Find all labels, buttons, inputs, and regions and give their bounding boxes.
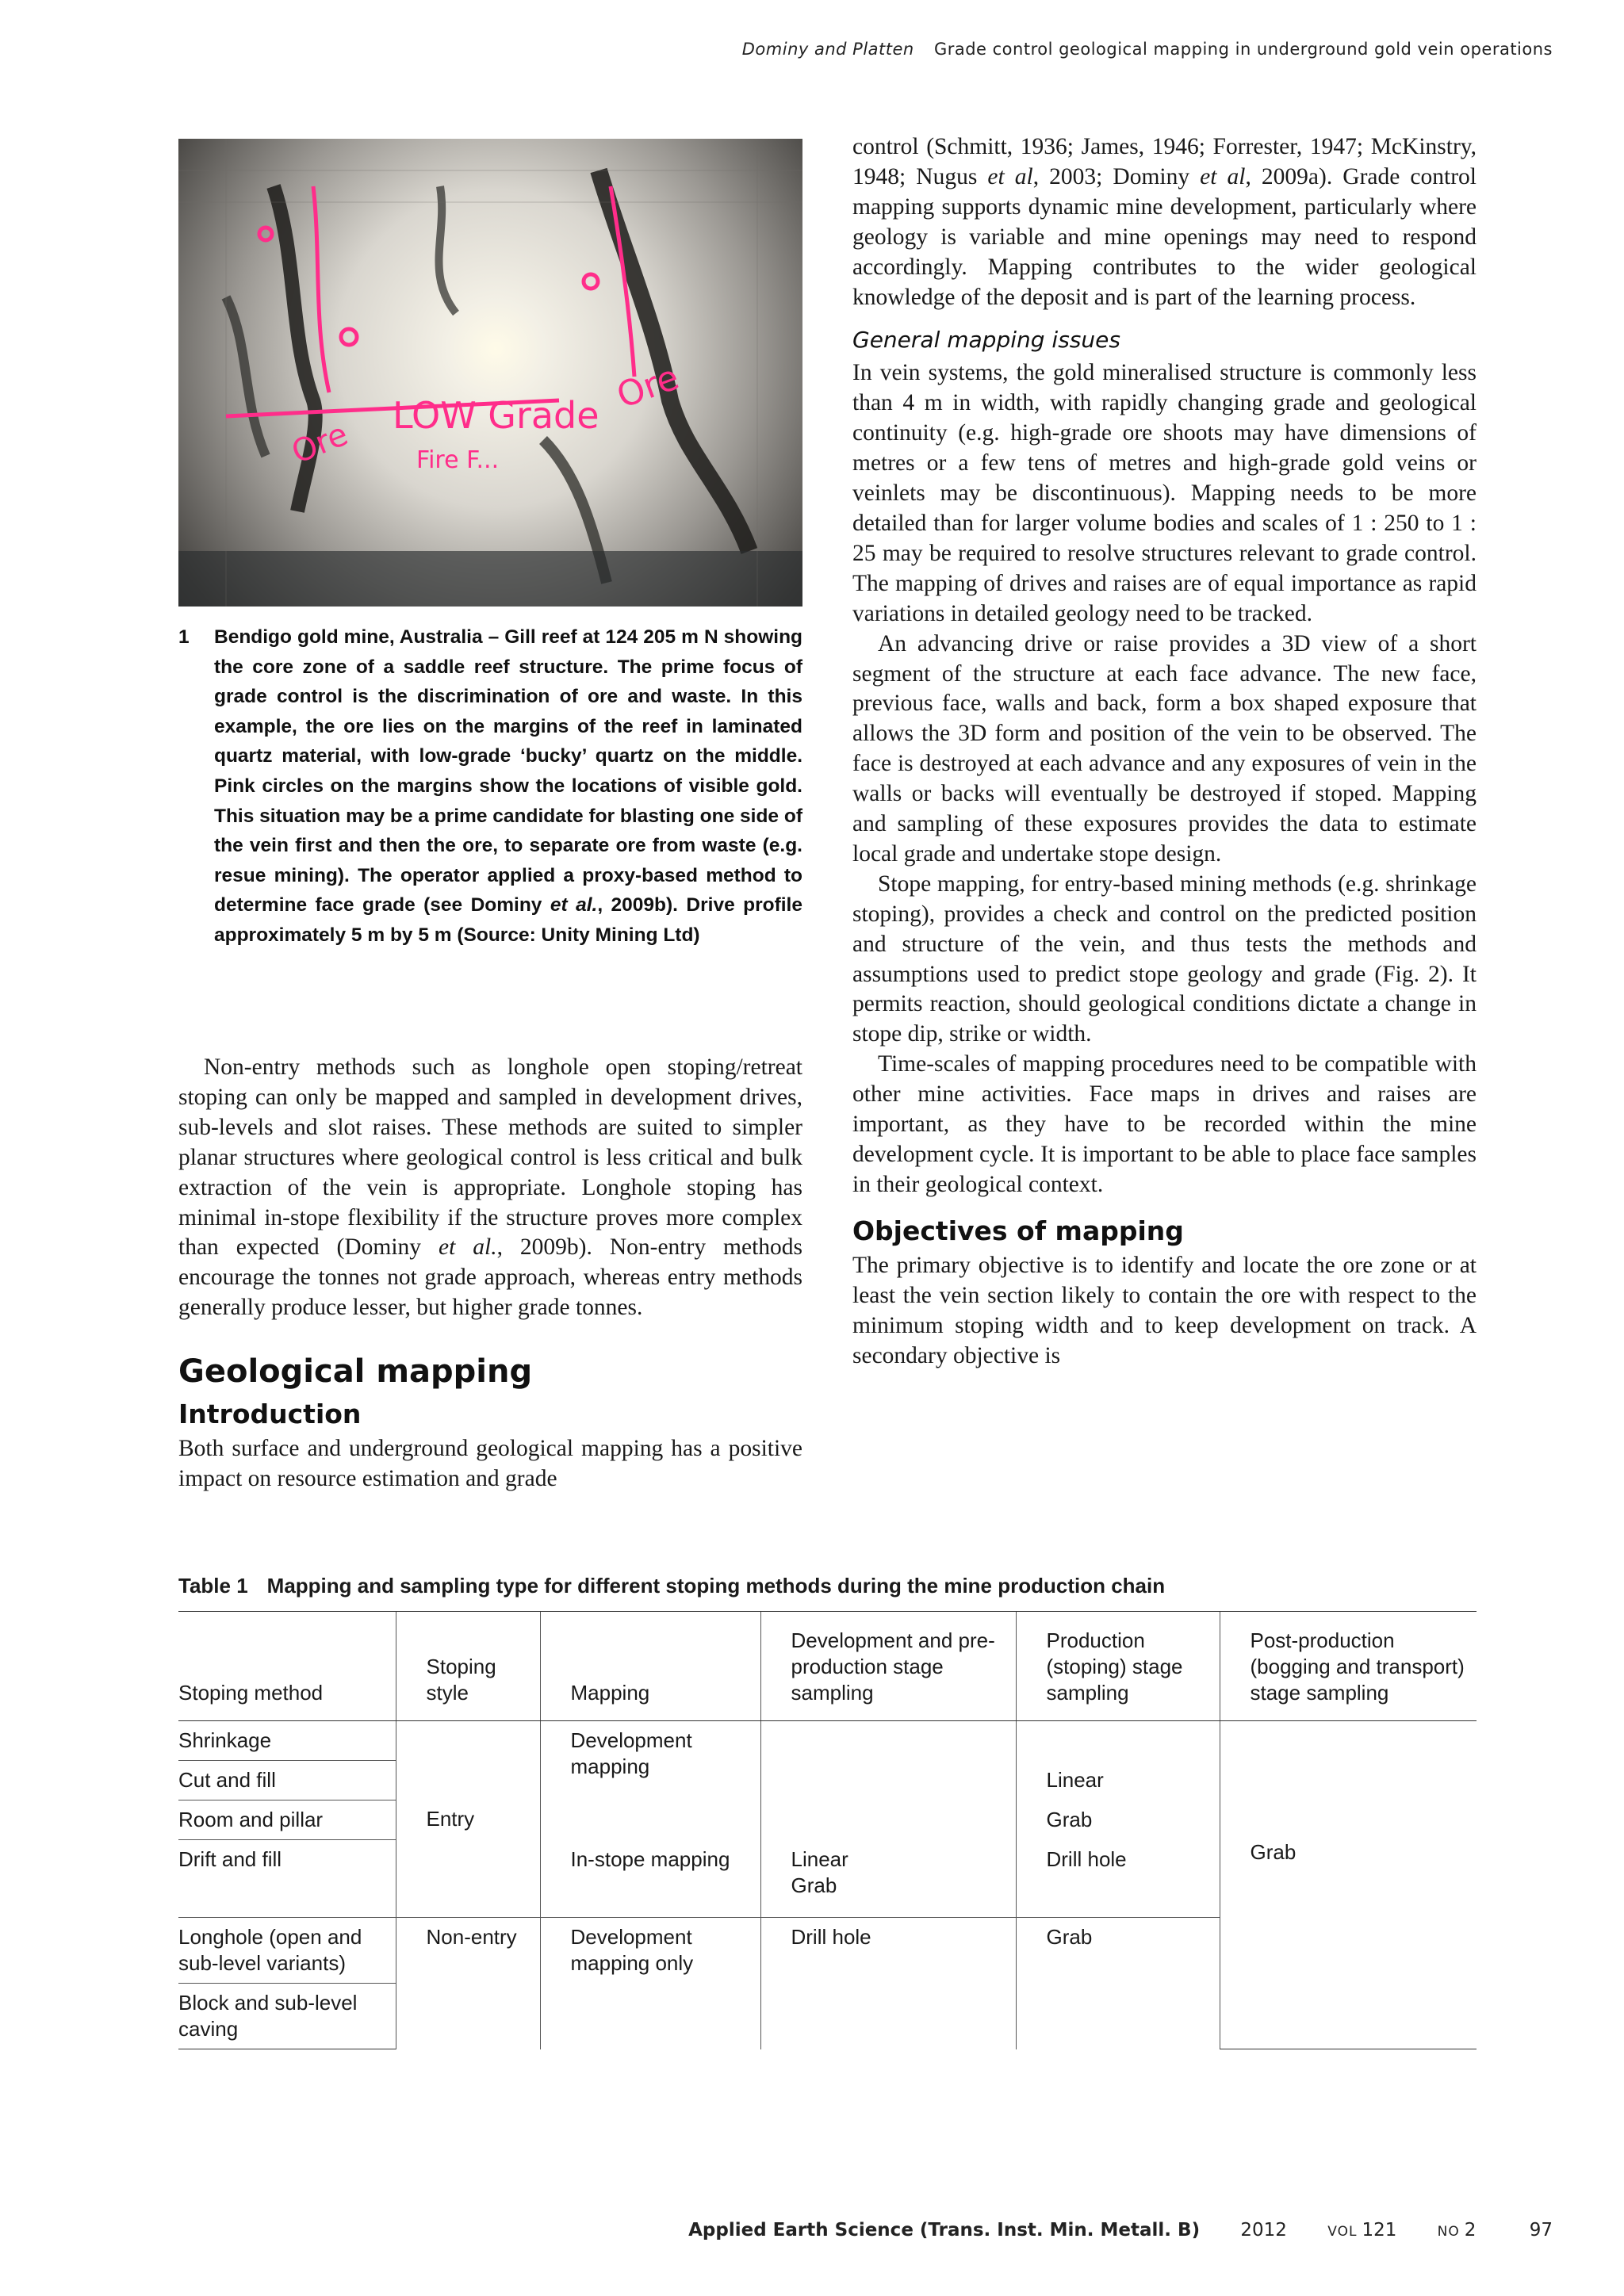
table-cell-mapping: Development mapping	[540, 1721, 760, 1840]
subsection-heading-objectives: Objectives of mapping	[852, 1215, 1184, 1246]
photo-label-fire: Fire F...	[416, 446, 500, 474]
table-cell-production: Linear	[1016, 1761, 1220, 1800]
footer-year: 2012	[1240, 2220, 1287, 2241]
table-cell-mapping: In-stope mapping	[540, 1840, 760, 1918]
table-header-row	[178, 1612, 1477, 1721]
table-cell-post-production: Grab	[1220, 1721, 1477, 1984]
table-cell-method: Room and pillar	[178, 1800, 396, 1840]
table-cell-production: Drill hole	[1016, 1840, 1220, 1918]
paragraph-time-scales: Time-scales of mapping procedures need to be compatible with other mine activities. Face maps in drives and raises are important, as they have to be recorded within the mine development cycle. It is important to be able to place face samples in their geological context.	[852, 1051, 1477, 1197]
table-cell-empty	[760, 1721, 1016, 1840]
paragraph-objectives: The primary objective is to identify and locate the ore zone or at least the vein section likely to contain the ore with respect to the minimum stoping width and to keep development on track. A secondary objective is	[852, 1252, 1477, 1368]
photo-label-ore-left: Ore	[286, 415, 354, 472]
paragraph-grade-control: control (Schmitt, 1936; James, 1946; Forrester, 1947; McKinstry, 1948; Nugus et al, 2003; Dominy et al, 2009a). Grade control mapping supports dynamic mine development, particularly where geology is variable and mine openings may need to respond accordingly. Mapping contributes to the wider geological knowledge of the deposit and is part of the learning process.	[852, 134, 1477, 310]
page-footer	[688, 2220, 1553, 2241]
paragraph-stope-mapping: Stope mapping, for entry-based mining methods (e.g. shrinkage stoping), provides a check and control on the predicted position and structure of the vein, and thus tests the methods and assumptions used to predict stope geology and grade (Fig. 2). It permits reaction, should geological conditions dictate a change in stope dip, strike or width.	[852, 871, 1477, 1047]
section-heading-geological-mapping: Geological mapping	[178, 1353, 533, 1391]
table-cell-empty	[1016, 1721, 1220, 1761]
table-1-title	[178, 1574, 1165, 1598]
table-header-cell: Development and pre-production stage sampling	[760, 1612, 1016, 1721]
table-header-cell: Mapping	[540, 1612, 760, 1721]
table-cell-empty	[1220, 1984, 1477, 2049]
paragraph-introduction: Both surface and underground geological mapping has a positive impact on resource estimation and grade	[178, 1436, 802, 1492]
footer-volume: 121	[1362, 2220, 1397, 2241]
table-cell-style: Non-entry	[396, 1918, 540, 2049]
table-header-cell: Stoping method	[178, 1612, 396, 1721]
photo-label-ore-right: Ore	[611, 357, 684, 417]
table-cell-method: Cut and fill	[178, 1761, 396, 1800]
running-head	[742, 40, 1553, 59]
table-cell-method: Longhole (open and sub-level variants)	[178, 1918, 396, 1984]
table-cell-method: Block and sub-level caving	[178, 1984, 396, 2049]
paragraph-non-entry: Non-entry methods such as longhole open stoping/retreat stoping can only be mapped and sampled in development drives, sub-levels and slot raises. These methods are suited to simpler planar structures where geological control is less critical and bulk extraction of the vein is appropriate. Longhole stoping has minimal in-stope flexibility if the structure proves more complex than expected (Dominy et al., 2009b). Non-entry methods encourage the tonnes not grade approach, whereas entry methods generally produce lesser, but higher grade tonnes.	[178, 1054, 802, 1321]
table-cell-method: Shrinkage	[178, 1721, 396, 1761]
table-cell-production: Grab	[1016, 1800, 1220, 1840]
running-head-authors: Dominy and Platten	[741, 40, 914, 59]
table-header-cell: Production (stoping) stage sampling	[1016, 1612, 1220, 1721]
subsection-heading-introduction: Introduction	[178, 1399, 362, 1430]
paragraph-advancing-drive: An advancing drive or raise provides a 3D view of a short segment of the structure at each face advance. The new face, previous face, walls and back, form a box shaped exposure that allows the 3D form and position of the vein to be observed. The face is destroyed at each advance and any exposures of vein in the walls or backs will eventually be destroyed if stoped. Mapping and sampling of these exposures provides the data to estimate local grade and undertake stope design.	[852, 630, 1477, 867]
left-column	[178, 1053, 802, 1494]
table-cell-development: Drill hole	[760, 1918, 1016, 2049]
table-cell-production: Grab	[1016, 1918, 1220, 2049]
figure-1-photo	[178, 139, 802, 607]
footer-journal: Applied Earth Science (Trans. Inst. Min. Metall. B)	[688, 2220, 1201, 2241]
figure-number: 1	[178, 626, 190, 648]
photo-label-low-grade: LOW Grade	[393, 394, 599, 437]
table-caption: Mapping and sampling type for different stoping methods during the mine production chain	[266, 1574, 1166, 1598]
table-header-cell: Post-production (bogging and transport) stage sampling	[1220, 1612, 1477, 1721]
table-cell-style: Entry	[396, 1721, 540, 1918]
subsection-heading-general-mapping-issues: General mapping issues	[852, 327, 1120, 354]
figure-caption-text: Bendigo gold mine, Australia – Gill reef at 124 205 m N showing the core zone of a saddle reef structure. The prime focus of grade control is the discrimination of ore and waste. In this example, the ore lies on the margins of the reef in laminated quartz material, with low-grade ‘bucky’ quartz on the middle. Pink circles on the margins show the locations of visible gold. This situation may be a prime candidate for blasting one side of the vein first and then the ore, to separate ore from waste (e.g. resue mining). The operator applied a proxy-based method to determine face grade (see Dominy et al., 2009b). Drive profile approximately 5 m by 5 m (Source: Unity Mining Ltd)	[214, 626, 802, 946]
mine-face-illustration	[178, 139, 802, 607]
table-cell-method: Drift and fill	[178, 1840, 396, 1918]
footer-no-label: NO	[1437, 2224, 1460, 2240]
footer-issue: 2	[1464, 2220, 1477, 2241]
running-head-title: Grade control geological mapping in underground gold vein operations	[933, 40, 1553, 59]
footer-vol-label: VOL	[1327, 2224, 1358, 2240]
paragraph-vein-systems: In vein systems, the gold mineralised structure is commonly less than 4 m in width, with rapidly changing grade and geological continuity (e.g. high-grade ore shoots may have dimensions of metres or a few tens of metres and high-grade gold veins or veinlets may be discontinuous). Mapping needs to be more detailed than for larger volume bodies and scales of 1 : 250 to 1 : 25 may be required to resolve structures relevant to grade control. The mapping of drives and raises are of equal importance as rapid variations in detailed geology need to be tracked.	[852, 360, 1477, 626]
table-cell-mapping: Development mapping only	[540, 1918, 760, 2049]
table-label: Table 1	[178, 1574, 248, 1598]
table-1	[178, 1611, 1477, 2049]
table-header-cell: Stoping style	[396, 1612, 540, 1721]
table-cell-development: Linear Grab	[760, 1840, 1016, 1918]
footer-page-number: 97	[1529, 2220, 1553, 2241]
table-row	[178, 1721, 1477, 1761]
right-column	[852, 132, 1477, 1371]
figure-1-caption	[178, 622, 802, 951]
